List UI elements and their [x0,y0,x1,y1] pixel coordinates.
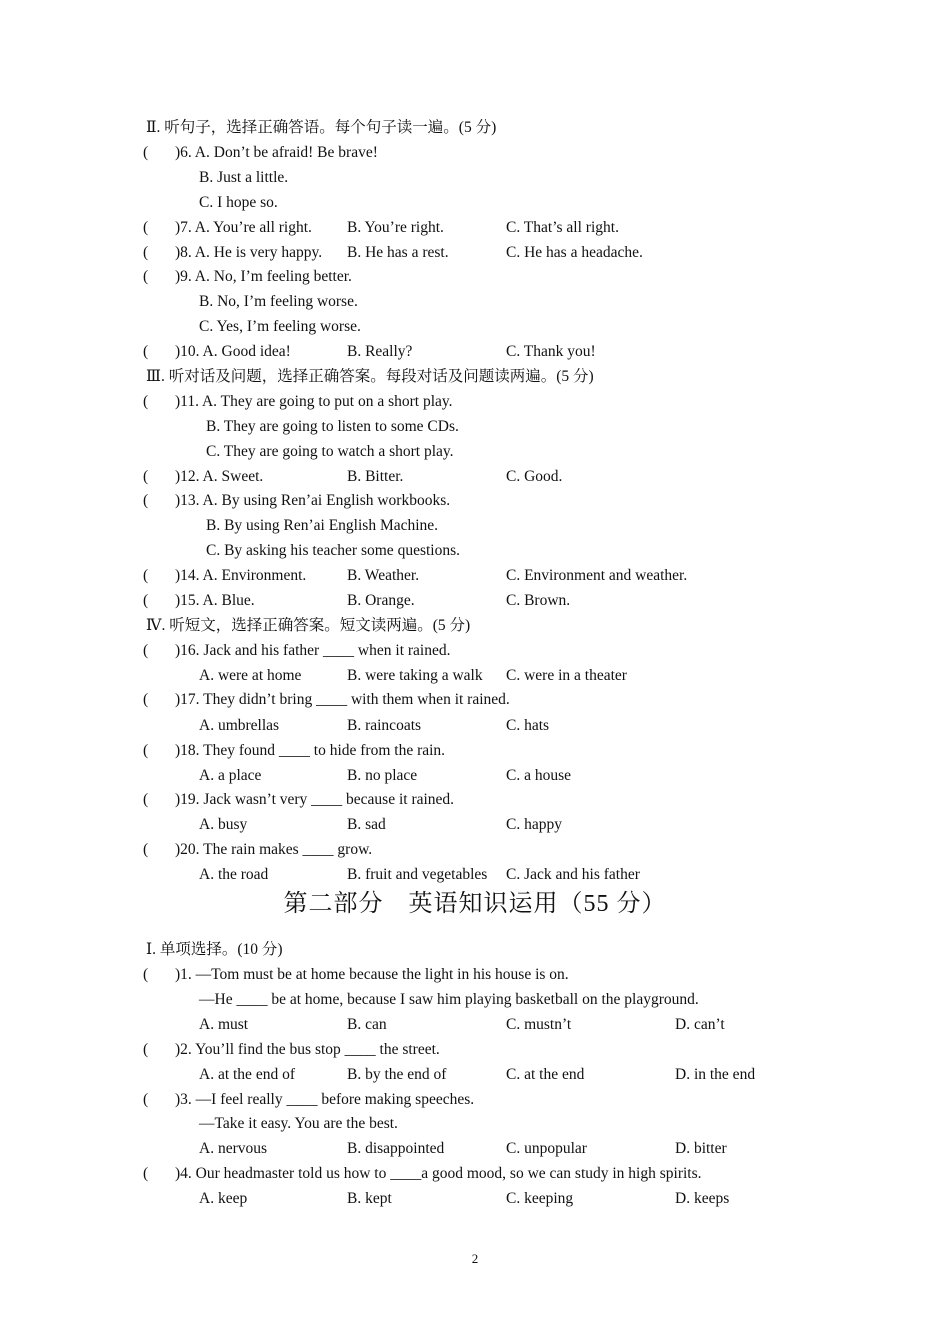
part-two-title: 第二部分 英语知识运用（55 分） [283,891,667,917]
option-13b: B. By using Ren’ai English Machine. [206,517,439,534]
mc-option-2a: A. at the end of [199,1066,295,1083]
option-10b: B. Really? [347,343,413,360]
answer-bracket: ( [143,1041,149,1058]
answer-bracket: ( [143,219,149,236]
mc-question-1: )1. —Tom must be at home because the light in his house is on. [175,966,569,983]
question-6: )6. A. Don’t be afraid! Be brave! [175,144,378,161]
option-20a: A. the road [199,866,269,883]
mc-option-3c: C. unpopular [506,1140,587,1157]
question-14: )14. A. Environment. [175,567,307,584]
mc-option-3a: A. nervous [199,1140,268,1157]
answer-bracket: ( [143,742,149,759]
answer-bracket: ( [143,592,149,609]
answer-bracket: ( [143,966,149,983]
mc-option-2c: C. at the end [506,1066,585,1083]
mc-option-3b: B. disappointed [347,1140,445,1157]
option-9c: C. Yes, I’m feeling worse. [199,318,361,335]
option-7b: B. You’re right. [347,219,444,236]
mc-question-3: )3. —I feel really ____ before making speeches. [175,1091,475,1108]
mc-question-3-line-2: —Take it easy. You are the best. [199,1115,398,1132]
option-15b: B. Orange. [347,592,415,609]
answer-bracket: ( [143,244,149,261]
question-9: )9. A. No, I’m feeling better. [175,268,352,285]
mc-option-1d: D. can’t [675,1016,725,1033]
option-16a: A. were at home [199,667,302,684]
question-17: )17. They didn’t bring ____ with them when it rained. [175,691,510,708]
option-16b: B. were taking a walk [347,667,483,684]
answer-bracket: ( [143,841,149,858]
option-20b: B. fruit and vegetables [347,866,488,883]
mc-question-4: )4. Our headmaster told us how to ____a good mood, so we can study in high spirits. [175,1165,702,1182]
option-9b: B. No, I’m feeling worse. [199,293,358,310]
question-12: )12. A. Sweet. [175,468,264,485]
option-20c: C. Jack and his father [506,866,640,883]
answer-bracket: ( [143,492,149,509]
option-14b: B. Weather. [347,567,420,584]
question-18: )18. They found ____ to hide from the rain. [175,742,446,759]
option-19a: A. busy [199,816,248,833]
mc-question-1-line-2: —He ____ be at home, because I saw him playing basketball on the playground. [199,991,699,1008]
answer-bracket: ( [143,268,149,285]
section-heading-multiple-choice: Ⅰ. 单项选择。(10 分) [146,941,283,958]
question-7: )7. A. You’re all right. [175,219,312,236]
option-12c: C. Good. [506,468,563,485]
mc-option-1b: B. can [347,1016,387,1033]
option-19c: C. happy [506,816,562,833]
option-8c: C. He has a headache. [506,244,643,261]
option-7c: C. That’s all right. [506,219,619,236]
option-17a: A. umbrellas [199,717,280,734]
mc-option-2d: D. in the end [675,1066,756,1083]
option-6c: C. I hope so. [199,194,278,211]
section-heading-listening-passage: Ⅳ. 听短文，选择正确答案。短文读两遍。(5 分) [146,617,471,634]
answer-bracket: ( [143,642,149,659]
answer-bracket: ( [143,343,149,360]
question-8: )8. A. He is very happy. [175,244,323,261]
mc-option-2b: B. by the end of [347,1066,447,1083]
option-14c: C. Environment and weather. [506,567,688,584]
option-18a: A. a place [199,767,262,784]
answer-bracket: ( [143,691,149,708]
mc-option-1a: A. must [199,1016,249,1033]
section-heading-listening-sentences: Ⅱ. 听句子，选择正确答语。每个句子读一遍。(5 分) [146,119,497,136]
question-16: )16. Jack and his father ____ when it rained. [175,642,451,659]
option-18c: C. a house [506,767,572,784]
option-8b: B. He has a rest. [347,244,449,261]
question-15: )15. A. Blue. [175,592,255,609]
option-6b: B. Just a little. [199,169,289,186]
mc-option-4b: B. kept [347,1190,392,1207]
answer-bracket: ( [143,1091,149,1108]
option-17b: B. raincoats [347,717,422,734]
mc-question-2: )2. You’ll find the bus stop ____ the street. [175,1041,440,1058]
page-number: 2 [471,1251,479,1266]
option-10c: C. Thank you! [506,343,596,360]
question-20: )20. The rain makes ____ grow. [175,841,373,858]
mc-option-4c: C. keeping [506,1190,574,1207]
option-17c: C. hats [506,717,550,734]
answer-bracket: ( [143,144,149,161]
option-11b: B. They are going to listen to some CDs. [206,418,459,435]
mc-option-4d: D. keeps [675,1190,730,1207]
question-11: )11. A. They are going to put on a short play. [175,393,453,410]
option-11c: C. They are going to watch a short play. [206,443,454,460]
option-15c: C. Brown. [506,592,571,609]
answer-bracket: ( [143,791,149,808]
question-19: )19. Jack wasn’t very ____ because it rained. [175,791,455,808]
option-18b: B. no place [347,767,418,784]
answer-bracket: ( [143,567,149,584]
answer-bracket: ( [143,393,149,410]
option-16c: C. were in a theater [506,667,627,684]
section-heading-listening-dialogues: Ⅲ. 听对话及问题，选择正确答案。每段对话及问题读两遍。(5 分) [146,368,594,385]
question-13: )13. A. By using Ren’ai English workbooks. [175,492,451,509]
question-10: )10. A. Good idea! [175,343,291,360]
option-12b: B. Bitter. [347,468,404,485]
option-19b: B. sad [347,816,386,833]
answer-bracket: ( [143,468,149,485]
mc-option-3d: D. bitter [675,1140,727,1157]
mc-option-4a: A. keep [199,1190,248,1207]
option-13c: C. By asking his teacher some questions. [206,542,460,559]
mc-option-1c: C. mustn’t [506,1016,572,1033]
answer-bracket: ( [143,1165,149,1182]
